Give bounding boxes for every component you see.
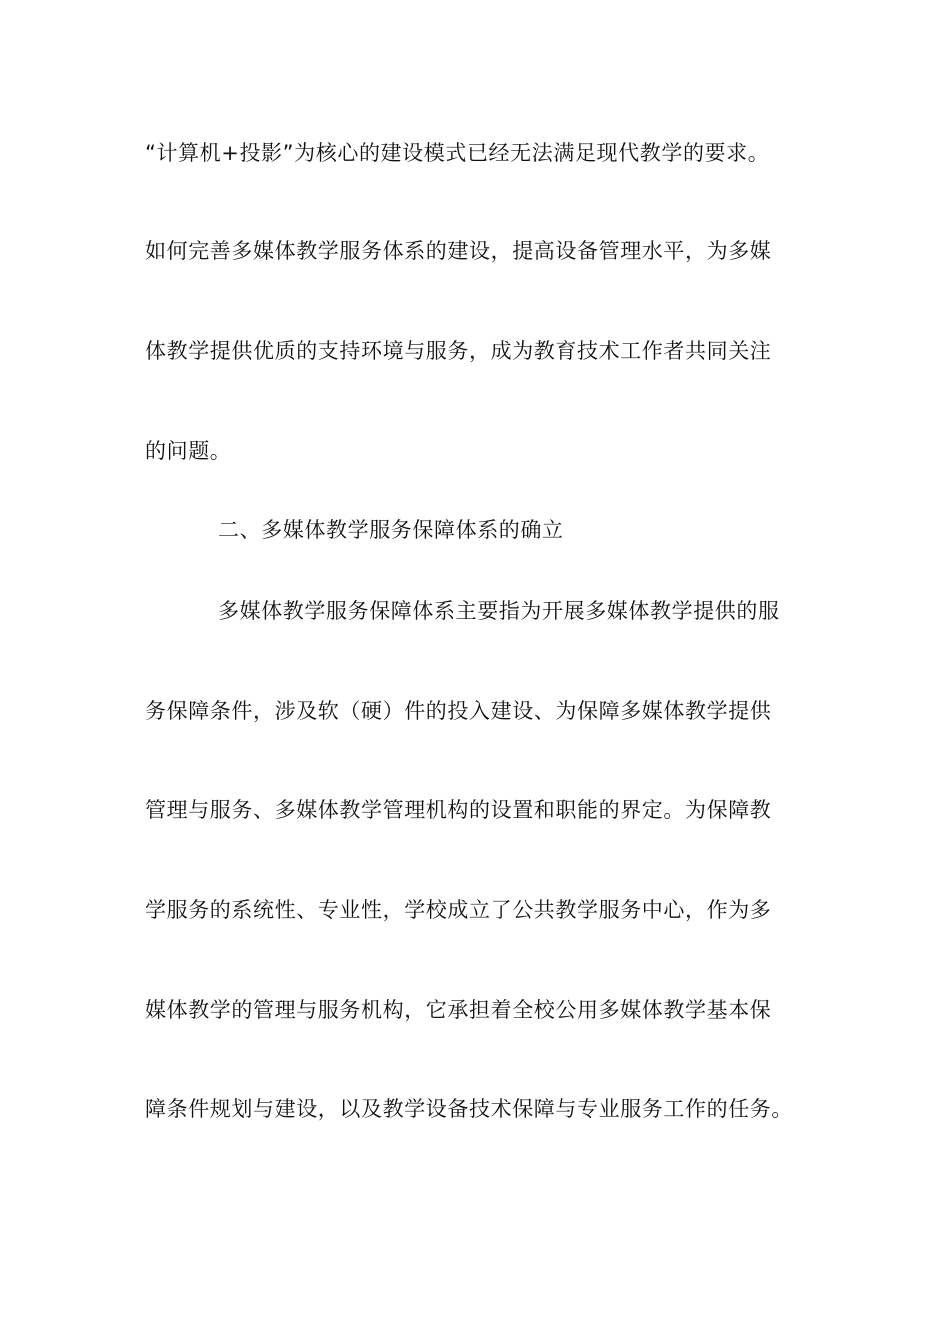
paragraph-line: 务保障条件，涉及软（硬）件的投入建设、为保障多媒体教学提供 bbox=[145, 699, 772, 723]
paragraph-line: 管理与服务、多媒体教学管理机构的设置和职能的界定。为保障教 bbox=[145, 798, 772, 822]
paragraph-line: “计算机+投影”为核心的建设模式已经无法满足现代教学的要求。 bbox=[145, 141, 770, 165]
paragraph-line: 障条件规划与建设，以及教学设备技术保障与专业服务工作的任务。 bbox=[145, 1097, 793, 1121]
paragraph-line: 体教学提供优质的支持环境与服务，成为教育技术工作者共同关注 bbox=[145, 339, 772, 363]
paragraph-line: 多媒体教学服务保障体系主要指为开展多媒体教学提供的服 bbox=[218, 599, 780, 623]
section-heading: 二、多媒体教学服务保障体系的确立 bbox=[218, 518, 564, 542]
paragraph-line: 的问题。 bbox=[145, 439, 232, 463]
paragraph-line: 如何完善多媒体教学服务体系的建设，提高设备管理水平，为多媒 bbox=[145, 239, 772, 263]
paragraph-line: 媒体教学的管理与服务机构，它承担着全校公用多媒体教学基本保 bbox=[145, 998, 772, 1022]
paragraph-line: 学服务的系统性、专业性，学校成立了公共教学服务中心，作为多 bbox=[145, 898, 772, 922]
